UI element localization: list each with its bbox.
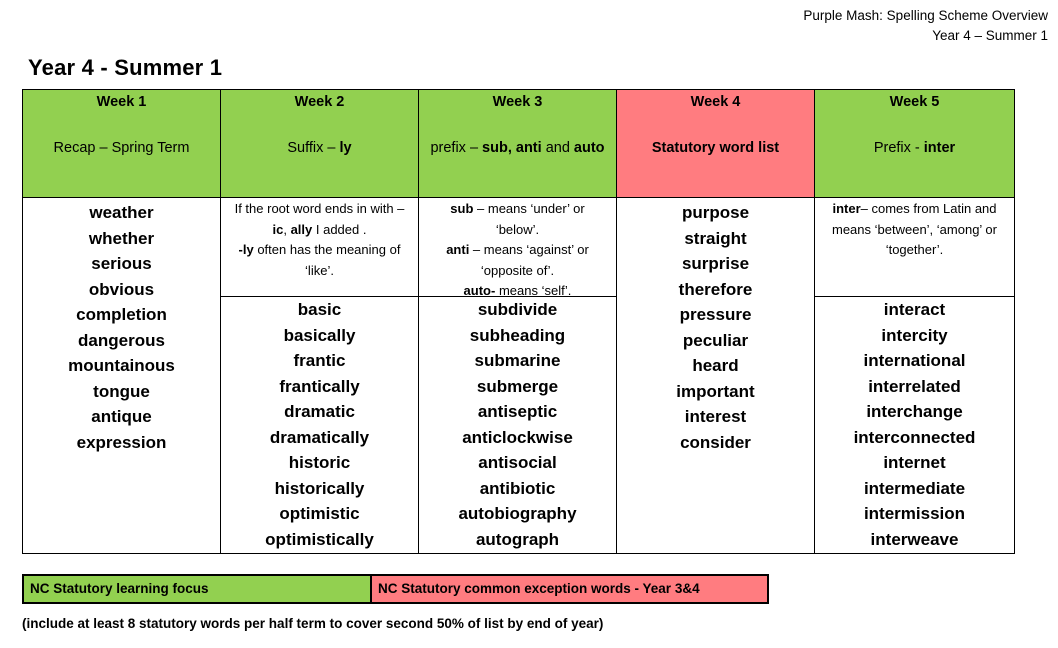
spelling-word: historic	[288, 453, 351, 472]
spelling-word: submarine	[474, 351, 561, 370]
week-3-header	[419, 90, 617, 198]
week-4-words	[617, 198, 815, 554]
week-label: Week 4	[690, 94, 741, 110]
spelling-word: consider	[680, 432, 751, 452]
spelling-word: subdivide	[477, 300, 558, 319]
week-topic: Recap – Spring Term	[53, 140, 190, 156]
note-bold: anti	[446, 242, 470, 257]
topic-bold: sub, anti	[482, 140, 542, 156]
week-topic	[221, 137, 418, 159]
rule-note	[221, 198, 418, 280]
rule-note	[419, 198, 616, 298]
topic-text: prefix –	[430, 140, 483, 156]
note-text: If the root word ends in with –	[234, 201, 405, 216]
spelling-word: weather	[89, 203, 154, 222]
week-5-note	[815, 198, 1015, 297]
spelling-word: dramatic	[284, 402, 355, 421]
page-title: Year 4 - Summer 1	[28, 55, 223, 80]
spelling-word: interrelated	[868, 376, 961, 396]
note-text: ,	[283, 221, 291, 237]
spelling-word: antibiotic	[479, 478, 556, 498]
spelling-word: straight	[684, 228, 747, 248]
spelling-word: interchange	[866, 402, 963, 421]
footnote: (include at least 8 statutory words per half term to cover second 50% of list by end of year)	[22, 616, 604, 631]
topic-bold: Statutory word list	[651, 140, 780, 156]
table-header-row	[23, 90, 1015, 198]
week-topic	[419, 137, 616, 159]
spelling-word: dangerous	[78, 330, 165, 350]
week-4-header	[617, 90, 815, 198]
spelling-word: optimistically	[265, 529, 374, 549]
spelling-word: anticlockwise	[462, 427, 573, 447]
spelling-word: frantic	[293, 351, 346, 370]
spelling-word: interweave	[870, 529, 959, 549]
word-list	[23, 200, 220, 455]
spelling-word: whether	[88, 228, 155, 248]
note-bold: inter	[832, 201, 861, 216]
spelling-word: mountainous	[68, 356, 175, 375]
rule-note	[815, 198, 1014, 280]
week-3-note	[419, 198, 617, 297]
topic-text: and	[541, 140, 574, 156]
spelling-scheme-table	[22, 89, 1015, 554]
document-header	[803, 6, 1048, 46]
spelling-word: subheading	[469, 325, 566, 345]
spelling-word: peculiar	[682, 330, 749, 350]
week-5-header	[815, 90, 1015, 198]
spelling-word: interconnected	[853, 427, 976, 447]
week-1-header	[23, 90, 221, 198]
week-label: Week 5	[889, 94, 940, 110]
note-bold: auto-	[463, 283, 496, 298]
spelling-word: tongue	[93, 381, 150, 401]
week-5-words	[815, 297, 1015, 554]
note-text: – means ‘against’ or ‘opposite of’.	[469, 242, 589, 278]
note-text: often has the meaning of ‘like’.	[253, 242, 401, 278]
word-list	[419, 297, 616, 552]
spelling-word: basic	[297, 300, 342, 319]
spelling-word: submerge	[476, 376, 559, 396]
legend-exception-words: NC Statutory common exception words - Year 3&4	[372, 576, 767, 602]
spelling-word: antiseptic	[477, 402, 558, 421]
spelling-word: antisocial	[478, 453, 557, 472]
word-list	[617, 200, 814, 455]
header-scheme-title: Purple Mash: Spelling Scheme Overview	[803, 8, 1048, 23]
note-text: I added .	[312, 221, 367, 237]
spelling-word: intercity	[881, 325, 948, 345]
note-bold: -ly	[238, 242, 254, 257]
week-label: Week 1	[96, 94, 147, 110]
note-bold: sub	[450, 201, 474, 216]
topic-bold: auto	[573, 140, 605, 156]
week-3-words	[419, 297, 617, 554]
spelling-word: antique	[91, 407, 152, 426]
note-bold: ally	[290, 221, 313, 237]
spelling-word: basically	[283, 325, 356, 345]
word-list	[815, 297, 1014, 552]
spelling-word: frantically	[279, 376, 360, 396]
spelling-word: interact	[883, 300, 946, 319]
spelling-word: surprise	[681, 254, 750, 273]
legend-statutory-focus: NC Statutory learning focus	[24, 576, 372, 602]
spelling-word: internet	[883, 453, 946, 472]
note-text: – comes from Latin and means ‘between’, ‘among’ or ‘together’.	[832, 201, 997, 257]
spelling-word: pressure	[679, 305, 752, 324]
week-2-words	[221, 297, 419, 554]
spelling-word: optimistic	[279, 504, 360, 523]
topic-text: Suffix –	[287, 140, 340, 156]
week-topic	[617, 137, 814, 159]
spelling-word: international	[863, 351, 966, 370]
colour-key	[22, 574, 769, 604]
note-text: means ‘self’.	[495, 283, 572, 298]
week-2-header	[221, 90, 419, 198]
spelling-word: obvious	[88, 279, 155, 299]
week-label: Week 2	[294, 94, 345, 110]
spelling-word: autobiography	[458, 504, 577, 523]
spelling-word: important	[676, 381, 755, 401]
note-bold: ic	[272, 221, 284, 237]
topic-bold: ly	[339, 140, 352, 156]
spelling-word: serious	[91, 254, 152, 273]
spelling-word: completion	[76, 305, 167, 324]
topic-bold: inter	[923, 140, 956, 156]
word-list	[221, 297, 418, 552]
notes-row	[23, 198, 1015, 297]
spelling-word: intermission	[863, 504, 966, 523]
week-1-words	[23, 198, 221, 554]
spelling-word: heard	[692, 356, 739, 375]
note-text: – means ‘under’ or ‘below’.	[473, 201, 585, 237]
header-term: Year 4 – Summer 1	[932, 28, 1048, 43]
spelling-word: historically	[274, 478, 365, 498]
topic-text: Prefix -	[873, 140, 924, 156]
week-topic	[815, 137, 1014, 159]
week-2-note	[221, 198, 419, 297]
spelling-word: dramatically	[269, 427, 370, 447]
spelling-word: therefore	[678, 279, 753, 299]
spelling-word: intermediate	[863, 478, 966, 498]
spelling-word: purpose	[681, 203, 750, 222]
spelling-word: interest	[684, 407, 747, 426]
spelling-word: expression	[76, 432, 167, 452]
spelling-word: autograph	[475, 529, 560, 549]
week-label: Week 3	[492, 94, 543, 110]
